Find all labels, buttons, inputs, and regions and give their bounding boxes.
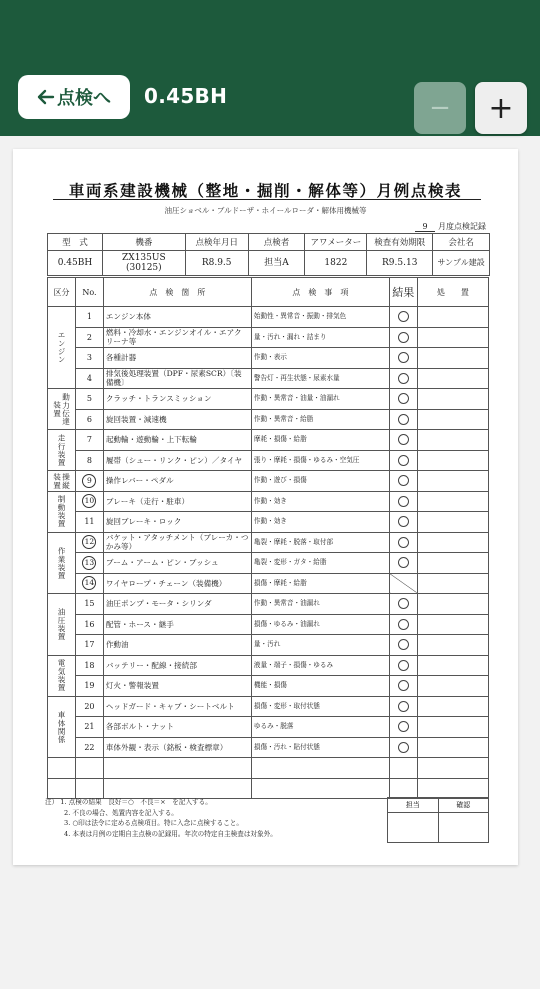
record-month-suffix: 月度点検記録 bbox=[438, 222, 486, 231]
row-item: バッテリー・配線・接続部 bbox=[103, 655, 251, 676]
row-action bbox=[417, 512, 488, 533]
row-result bbox=[389, 594, 417, 615]
info-header-cell: 検査有効期限 bbox=[367, 234, 433, 251]
note-line: 1. 点検の結果 良好＝○ 不良＝× を記入する。 bbox=[60, 798, 212, 806]
header-point: 点 検 事 項 bbox=[251, 278, 389, 307]
minus-icon: − bbox=[429, 93, 451, 123]
ok-circle-icon bbox=[398, 639, 409, 650]
table-row bbox=[48, 655, 489, 676]
row-item: 各部ボルト・ナット bbox=[103, 717, 251, 738]
info-header-cell: 会社名 bbox=[433, 234, 490, 251]
back-to-inspection-button[interactable] bbox=[18, 75, 130, 119]
row-result bbox=[389, 614, 417, 635]
row-item: ブーム・アーム・ピン・ブッシュ bbox=[103, 553, 251, 574]
row-no: 6 bbox=[76, 409, 104, 430]
table-row bbox=[48, 348, 489, 369]
row-action bbox=[417, 307, 488, 328]
table-row bbox=[48, 327, 489, 348]
category-engine: エンジン bbox=[48, 307, 76, 389]
row-item: ブレーキ（走行・駐車） bbox=[103, 491, 251, 512]
row-point: 作動・遊び・損傷 bbox=[251, 471, 389, 492]
row-no bbox=[76, 573, 104, 594]
table-row bbox=[48, 635, 489, 656]
row-item: 灯火・警報装置 bbox=[103, 676, 251, 697]
row-item: 各種計器 bbox=[103, 348, 251, 369]
inspection-date-value: R8.9.5 bbox=[185, 251, 248, 276]
info-header-cell: 点検者 bbox=[248, 234, 305, 251]
row-no: 2 bbox=[76, 327, 104, 348]
table-row bbox=[48, 573, 489, 594]
table-row bbox=[48, 409, 489, 430]
row-action bbox=[417, 532, 488, 553]
row-no: 11 bbox=[76, 512, 104, 533]
ok-circle-icon bbox=[398, 352, 409, 363]
row-no: 22 bbox=[76, 737, 104, 758]
table-row bbox=[48, 676, 489, 697]
row-action bbox=[417, 348, 488, 369]
row-result bbox=[389, 512, 417, 533]
category-work: 作業装置 bbox=[48, 532, 76, 594]
ok-circle-icon bbox=[398, 680, 409, 691]
row-result bbox=[389, 696, 417, 717]
info-header-cell: 点検年月日 bbox=[185, 234, 248, 251]
model-value: 0.45BH bbox=[48, 251, 103, 276]
ok-circle-icon bbox=[398, 475, 409, 486]
row-item: 履帯（シュー・リンク・ピン）／タイヤ bbox=[103, 450, 251, 471]
row-no bbox=[76, 532, 104, 553]
row-action bbox=[417, 471, 488, 492]
record-month bbox=[415, 221, 486, 232]
row-action bbox=[417, 676, 488, 697]
category-brake: 制動装置 bbox=[48, 491, 76, 532]
table-row bbox=[48, 737, 489, 758]
machine-info-table bbox=[47, 233, 490, 276]
stamp-cell-confirm bbox=[438, 813, 489, 843]
row-no: 3 bbox=[76, 348, 104, 369]
info-header-cell: 型 式 bbox=[48, 234, 103, 251]
row-result bbox=[389, 491, 417, 512]
stamp-header-confirm: 確認 bbox=[438, 798, 489, 813]
row-item: 燃料・冷却水・エンジンオイル・エアクリーナ等 bbox=[103, 327, 251, 348]
table-row bbox=[48, 717, 489, 738]
row-point: 張り・摩耗・損傷・ゆるみ・空気圧 bbox=[251, 450, 389, 471]
row-action bbox=[417, 573, 488, 594]
row-result bbox=[389, 348, 417, 369]
category-body: 車体関係 bbox=[48, 696, 76, 758]
row-no: 17 bbox=[76, 635, 104, 656]
row-point: 損傷・変形・取付状態 bbox=[251, 696, 389, 717]
row-point: 液量・端子・損傷・ゆるみ bbox=[251, 655, 389, 676]
table-row-blank bbox=[48, 778, 489, 799]
legal-item-number: 12 bbox=[82, 535, 96, 549]
row-item: 車体外観・表示（銘板・検査標章） bbox=[103, 737, 251, 758]
ok-circle-icon bbox=[398, 660, 409, 671]
row-result bbox=[389, 409, 417, 430]
row-result bbox=[389, 471, 417, 492]
ok-circle-icon bbox=[398, 701, 409, 712]
row-point: 始動性・異常音・振動・排気色 bbox=[251, 307, 389, 328]
row-no: 18 bbox=[76, 655, 104, 676]
header-item: 点 検 箇 所 bbox=[103, 278, 251, 307]
row-action bbox=[417, 368, 488, 389]
inspector-value: 担当A bbox=[248, 251, 305, 276]
ok-circle-icon bbox=[398, 332, 409, 343]
row-point: 損傷・汚れ・貼付状態 bbox=[251, 737, 389, 758]
ok-circle-icon bbox=[398, 455, 409, 466]
serial-line-1: ZX135US bbox=[122, 253, 166, 263]
row-point: 機能・損傷 bbox=[251, 676, 389, 697]
table-row bbox=[48, 594, 489, 615]
row-action bbox=[417, 430, 488, 451]
company-value: サンプル建設 bbox=[433, 251, 490, 276]
row-no: 7 bbox=[76, 430, 104, 451]
stamp-header-person: 担当 bbox=[388, 798, 439, 813]
row-result bbox=[389, 737, 417, 758]
row-result bbox=[389, 553, 417, 574]
ok-circle-icon bbox=[398, 557, 409, 568]
ok-circle-icon bbox=[398, 537, 409, 548]
row-action bbox=[417, 553, 488, 574]
row-point: 作動・異常音・油漏れ bbox=[251, 594, 389, 615]
notes-label: 注） bbox=[45, 798, 59, 806]
ok-circle-icon bbox=[398, 598, 409, 609]
row-no bbox=[76, 491, 104, 512]
row-action bbox=[417, 717, 488, 738]
legal-item-number: 10 bbox=[82, 494, 96, 508]
table-row bbox=[48, 491, 489, 512]
row-result bbox=[389, 430, 417, 451]
ok-circle-icon bbox=[398, 496, 409, 507]
row-point: 作動・異常音・給脂 bbox=[251, 409, 389, 430]
legal-item-number: 13 bbox=[82, 556, 96, 570]
sheet-subtitle: 油圧ショベル・ブルドーザ・ホイールローダ・解体用機械等 bbox=[164, 206, 367, 215]
row-no bbox=[76, 471, 104, 492]
row-point: 作動・効き bbox=[251, 491, 389, 512]
info-header-cell: 機番 bbox=[102, 234, 185, 251]
table-header-row bbox=[48, 278, 489, 307]
row-item: クラッチ・トランスミッション bbox=[103, 389, 251, 410]
row-no: 19 bbox=[76, 676, 104, 697]
row-point: 損傷・ゆるみ・油漏れ bbox=[251, 614, 389, 635]
header-category: 区分 bbox=[48, 278, 76, 307]
row-no: 5 bbox=[76, 389, 104, 410]
note-line: 3. ○印は法令に定める点検項目。特に入念に点検すること。 bbox=[64, 819, 243, 827]
app-header bbox=[0, 0, 540, 136]
row-item: 配管・ホース・継手 bbox=[103, 614, 251, 635]
stamp-box bbox=[387, 797, 489, 843]
row-point: 警告灯・再生状態・尿素水量 bbox=[251, 368, 389, 389]
row-result bbox=[389, 635, 417, 656]
ok-circle-icon bbox=[398, 619, 409, 630]
table-row bbox=[48, 450, 489, 471]
category-hydraulic: 油圧装置 bbox=[48, 594, 76, 656]
header-result: 結果 bbox=[389, 278, 417, 307]
table-row bbox=[48, 368, 489, 389]
row-action bbox=[417, 655, 488, 676]
zoom-in-button[interactable] bbox=[475, 82, 527, 134]
category-travel: 走行装置 bbox=[48, 430, 76, 471]
row-action bbox=[417, 389, 488, 410]
row-no: 20 bbox=[76, 696, 104, 717]
inspection-sheet bbox=[13, 149, 518, 865]
row-no: 16 bbox=[76, 614, 104, 635]
row-no: 21 bbox=[76, 717, 104, 738]
document-title: 0.45BH bbox=[144, 84, 228, 108]
info-value-row bbox=[48, 251, 490, 276]
row-item: ヘッドガード・キャブ・シートベルト bbox=[103, 696, 251, 717]
row-result bbox=[389, 676, 417, 697]
row-item: 旋回装置・減速機 bbox=[103, 409, 251, 430]
ok-circle-icon bbox=[398, 393, 409, 404]
row-point: 亀裂・摩耗・脱落・取付部 bbox=[251, 532, 389, 553]
row-point: ゆるみ・脱落 bbox=[251, 717, 389, 738]
row-item: 旋回ブレーキ・ロック bbox=[103, 512, 251, 533]
row-item: 油圧ポンプ・モータ・シリンダ bbox=[103, 594, 251, 615]
inspection-table bbox=[47, 277, 489, 799]
legal-item-number: 14 bbox=[82, 576, 96, 590]
row-item: 排気後処理装置（DPF・尿素SCR）〔装備機〕 bbox=[103, 368, 251, 389]
info-header-row bbox=[48, 234, 490, 251]
header-action: 処 置 bbox=[417, 278, 488, 307]
ok-circle-icon bbox=[398, 311, 409, 322]
table-row bbox=[48, 532, 489, 553]
back-button-label: 点検へ bbox=[57, 88, 111, 109]
row-point: 作動・効き bbox=[251, 512, 389, 533]
info-header-cell: アワメーター bbox=[305, 234, 367, 251]
ok-circle-icon bbox=[398, 434, 409, 445]
title-underline bbox=[53, 199, 481, 200]
row-result bbox=[389, 389, 417, 410]
row-action bbox=[417, 491, 488, 512]
row-point: 摩耗・損傷・給脂 bbox=[251, 430, 389, 451]
row-result bbox=[389, 307, 417, 328]
row-no: 1 bbox=[76, 307, 104, 328]
row-point: 量・汚れ・漏れ・詰まり bbox=[251, 327, 389, 348]
row-item: ワイヤロープ・チェーン（装備機） bbox=[103, 573, 251, 594]
row-point: 量・汚れ bbox=[251, 635, 389, 656]
row-point: 損傷・摩耗・給脂 bbox=[251, 573, 389, 594]
table-row bbox=[48, 614, 489, 635]
row-action bbox=[417, 696, 488, 717]
row-point: 亀裂・変形・ガタ・給脂 bbox=[251, 553, 389, 574]
plus-icon: + bbox=[488, 90, 514, 126]
row-action bbox=[417, 450, 488, 471]
serial-value bbox=[102, 251, 185, 276]
row-action bbox=[417, 327, 488, 348]
hour-meter-value: 1822 bbox=[305, 251, 367, 276]
serial-line-2: (30125) bbox=[126, 263, 162, 273]
row-action bbox=[417, 737, 488, 758]
zoom-out-button[interactable] bbox=[414, 82, 466, 134]
row-result bbox=[389, 717, 417, 738]
ok-circle-icon bbox=[398, 373, 409, 384]
row-no: 15 bbox=[76, 594, 104, 615]
record-month-value: 9 bbox=[415, 222, 435, 232]
header-no: No. bbox=[76, 278, 104, 307]
row-item: エンジン本体 bbox=[103, 307, 251, 328]
row-item: バケット・アタッチメント（ブレーカ・つかみ等） bbox=[103, 532, 251, 553]
row-no: 8 bbox=[76, 450, 104, 471]
category-steer: 操縦装置 bbox=[48, 471, 76, 492]
table-row bbox=[48, 696, 489, 717]
row-result-not-applicable bbox=[389, 573, 417, 594]
ok-circle-icon bbox=[398, 516, 409, 527]
ok-circle-icon bbox=[398, 721, 409, 732]
row-result bbox=[389, 450, 417, 471]
row-point: 作動・表示 bbox=[251, 348, 389, 369]
stamp-cell-person bbox=[388, 813, 439, 843]
ok-circle-icon bbox=[398, 742, 409, 753]
row-result bbox=[389, 655, 417, 676]
row-action bbox=[417, 409, 488, 430]
row-item: 作動油 bbox=[103, 635, 251, 656]
row-action bbox=[417, 614, 488, 635]
table-row bbox=[48, 471, 489, 492]
note-line: 4. 本表は月例の定期自主点検の記録用。年次の特定自主検査は対象外。 bbox=[64, 829, 277, 838]
note-line: 2. 不良の場合、処置内容を記入する。 bbox=[64, 808, 178, 817]
row-point: 作動・異常音・油量・油漏れ bbox=[251, 389, 389, 410]
expiry-value: R9.5.13 bbox=[367, 251, 433, 276]
table-row bbox=[48, 430, 489, 451]
ok-circle-icon bbox=[398, 414, 409, 425]
category-electric: 電気装置 bbox=[48, 655, 76, 696]
row-action bbox=[417, 635, 488, 656]
row-no bbox=[76, 553, 104, 574]
table-row bbox=[48, 389, 489, 410]
table-row-blank bbox=[48, 758, 489, 779]
notes bbox=[45, 797, 277, 839]
arrow-left-icon bbox=[37, 89, 55, 105]
legal-item-number: 9 bbox=[82, 474, 96, 488]
table-row bbox=[48, 512, 489, 533]
sheet-title: 車両系建設機械（整地・掘削・解体等）月例点検表 bbox=[68, 181, 463, 200]
table-row bbox=[48, 307, 489, 328]
row-action bbox=[417, 594, 488, 615]
row-no: 4 bbox=[76, 368, 104, 389]
row-item: 起動輪・遊動輪・上下転輪 bbox=[103, 430, 251, 451]
category-power: 動力伝達装置 bbox=[48, 389, 76, 430]
table-row bbox=[48, 553, 489, 574]
row-item: 操作レバー・ペダル bbox=[103, 471, 251, 492]
row-result bbox=[389, 327, 417, 348]
row-result bbox=[389, 368, 417, 389]
row-result bbox=[389, 532, 417, 553]
